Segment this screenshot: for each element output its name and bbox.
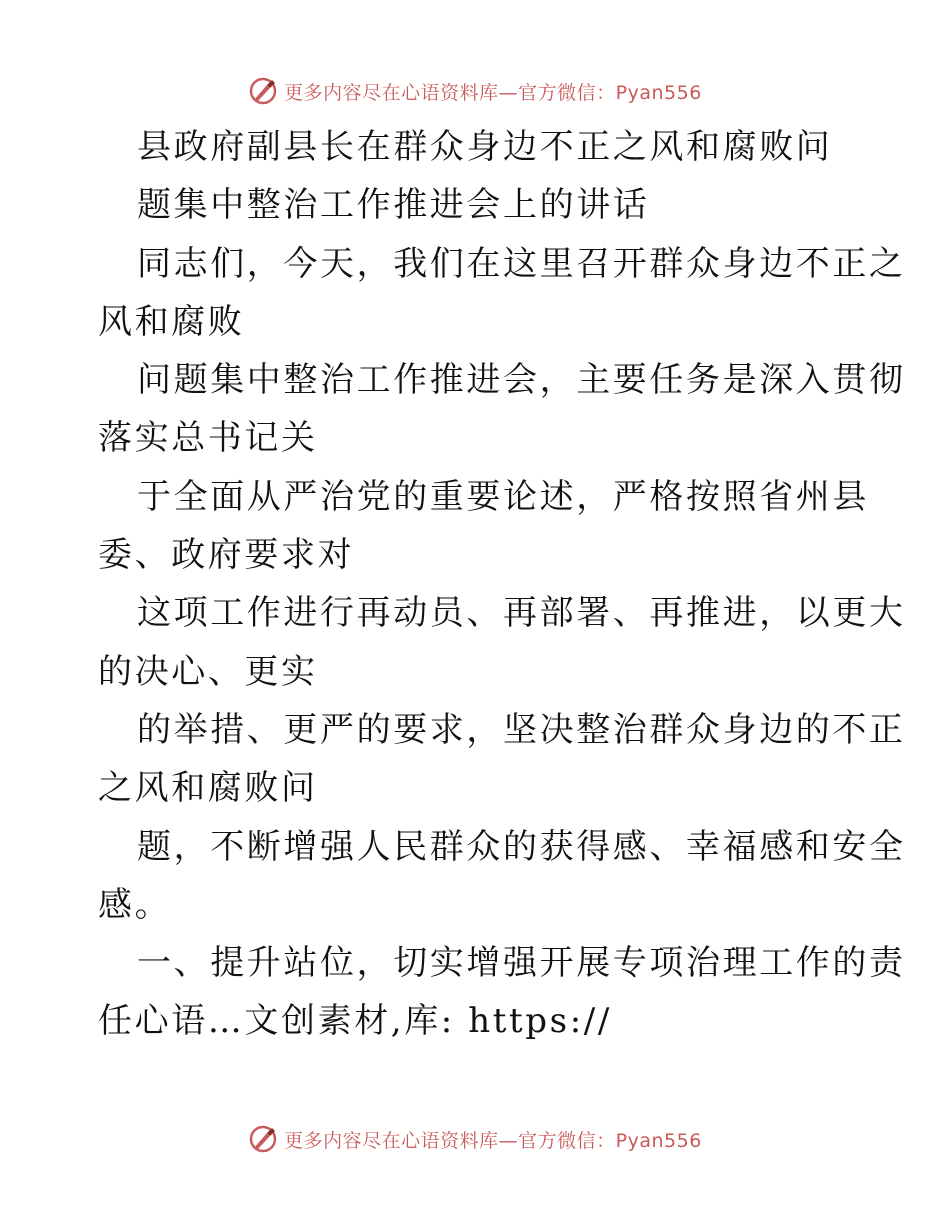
paragraph-line: 落实总书记关	[98, 418, 318, 459]
paragraph-line: 的举措、更严的要求，坚决整治群众身边的不正	[137, 709, 906, 750]
paragraph-line: 之风和腐败问	[98, 768, 318, 809]
document-body	[0, 118, 950, 1051]
paragraph-line: 于全面从严治党的重要论述，严格按照省州县	[137, 476, 869, 517]
paragraph-line: 感。	[98, 884, 172, 925]
watermark-text: 更多内容尽在心语资料库—官方微信：Pyan556	[284, 81, 702, 104]
paragraph-line: 的决心、更实	[98, 651, 318, 692]
watermark-text: 更多内容尽在心语资料库—官方微信：Pyan556	[284, 1129, 702, 1152]
pen-in-circle-icon	[248, 76, 278, 106]
paragraph-line: 委、政府要求对	[98, 535, 355, 576]
paragraph-line: 风和腐败	[98, 301, 245, 342]
paragraph-line: 任心语…文创素材,库: https://	[98, 1001, 612, 1042]
document-title-line: 县政府副县长在群众身边不正之风和腐败问	[137, 127, 833, 167]
document-title-line: 题集中整治工作推进会上的讲话	[137, 185, 650, 226]
pen-in-circle-icon	[248, 1124, 278, 1154]
paragraph-line: 这项工作进行再动员、再部署、再推进，以更大	[137, 593, 906, 634]
paragraph-line: 同志们，今天，我们在这里召开群众身边不正之	[137, 243, 906, 284]
paragraph-line: 题，不断增强人民群众的获得感、幸福感和安全	[137, 826, 906, 867]
section-heading-line: 一、提升站位，切实增强开展专项治理工作的责	[137, 943, 906, 984]
header-watermark	[0, 76, 950, 106]
paragraph-line: 问题集中整治工作推进会，主要任务是深入贯彻	[137, 360, 906, 401]
footer-watermark	[0, 1124, 950, 1154]
